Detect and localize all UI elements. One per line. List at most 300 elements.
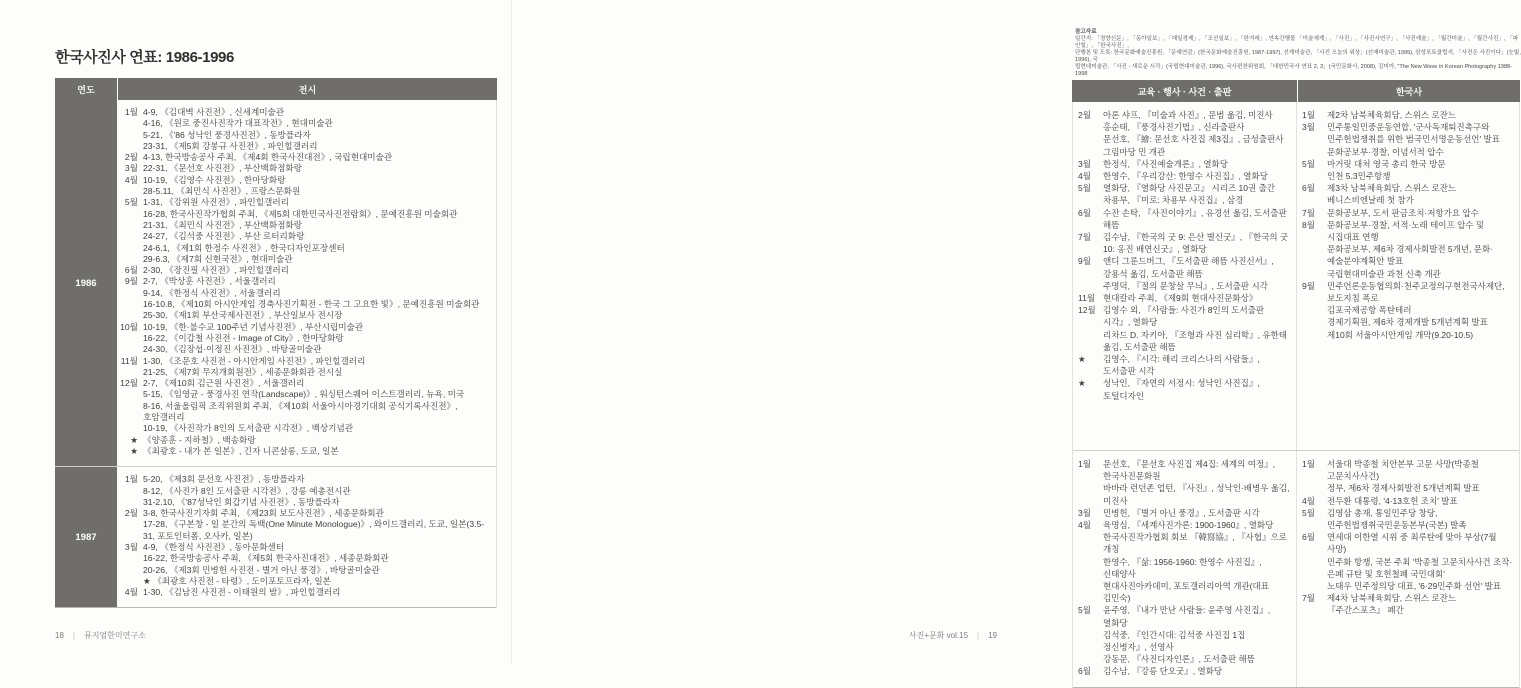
month-label: 7월 [1302, 207, 1315, 218]
month-label [117, 209, 138, 220]
timeline-entry [117, 474, 488, 485]
timeline-entry [1302, 158, 1513, 170]
timeline-entry [117, 435, 488, 446]
timeline-entry [117, 497, 488, 508]
timeline-entry [1078, 207, 1290, 231]
column-header-events: 교육 · 행사 · 사건 · 출판 [1072, 80, 1297, 102]
footer-right [909, 630, 997, 641]
entry-text: 8-12, 《사진가 8인 도서출판 시각전》, 강릉 예총전시관 [143, 485, 351, 496]
month-label: 5월 [1078, 605, 1091, 616]
entry-text: 10-19, 《사진작가 8인의 도서출판 시각전》, 백상기념관 [143, 423, 354, 434]
timeline-entry [1302, 146, 1513, 158]
page-left [0, 0, 512, 665]
month-label [1302, 482, 1324, 494]
timeline-entry [117, 553, 488, 564]
entry-text: 민주통일민중운동연합, '군사독재퇴진촉구와 민주헌법쟁취를 위한 범국민서명운동선언' 발표 [1327, 122, 1500, 145]
entry-text: 5-20, 《제3회 문선호 사진전》, 동방플라자 [143, 474, 305, 485]
reference-note-title: 참고자료 [1075, 29, 1097, 35]
entry-text: 16-22, 《이갑철 사진전 - Image of City》, 한마당화랑 [143, 332, 344, 343]
entry-text: 『주간스포츠』 폐간 [1327, 605, 1404, 616]
entry-text: 경제기획원, 제6차 경제개발 5개년계획 발표 [1327, 317, 1488, 328]
timeline-entry [1302, 280, 1513, 304]
entry-text: 차용부, 『미로: 차용부 사진집』, 삼경 [1103, 195, 1244, 206]
timeline-entry [117, 310, 488, 321]
month-label [117, 497, 138, 508]
entry-text: 김석중, 『인간시대: 김석중 사진집 1집 정신병자』, 선영사 [1103, 629, 1246, 653]
month-label [117, 310, 138, 321]
entry-text: 열화당, 『열화당 사진문고』 시리즈 10권 출간 [1103, 183, 1276, 194]
month-label [1302, 329, 1324, 341]
timeline-entry [1302, 207, 1513, 219]
timeline-entry [117, 197, 488, 208]
timeline-entry [117, 356, 488, 367]
entry-text: 앤디 그룬드버그, 『도서출판 해뜸 사진신서』, 강용석 옮김, 도서출판 해뜸 [1103, 256, 1274, 279]
column-header-history: 한국사 [1298, 80, 1520, 102]
month-label [1302, 268, 1324, 280]
column-header-year: 연도 [55, 78, 117, 100]
entry-text: 9-14, 《한정식 사진전》, 서울갤러리 [143, 287, 281, 298]
entry-text: 문화공보부, 제6차 경제사회발전 5개년, 문화·예술분야계획안 발표 [1327, 244, 1494, 267]
entry-text: 21-31, 《최민식 사진전》, 부산백화점화랑 [143, 219, 303, 230]
month-label: 3월 [124, 163, 138, 174]
events-column [1073, 451, 1296, 687]
entry-text: 한영수, 『삶: 1956-1960: 한영수 사진집』, 신태양사 [1103, 556, 1262, 579]
entry-text: 5-21, 《'86 성낙인 풍경사진전》, 동방플라자 [143, 129, 311, 140]
month-label: 6월 [1302, 183, 1315, 194]
month-label [1302, 146, 1324, 158]
entry-text: 문화공보부·경찰, 이념서적 압수 [1327, 146, 1444, 157]
events-history-table-header [1072, 80, 1520, 102]
entry-text: 문화공보부, 도서 판금조치·저항가요 압수 [1327, 207, 1479, 218]
timeline-entry [1078, 109, 1290, 121]
entry-text: 《최광호 - 내가 본 일본》, 긴자 니콘살롱, 도쿄, 일본 [143, 445, 339, 456]
entry-text: 20-26, 《제3회 민병헌 사진전 - 별거 아닌 풍경》, 바탕골미술관 [143, 564, 380, 575]
entry-text: 바바라 런던존 업턴, 『사진』, 성낙인·배병우 옮김, 미진사 [1103, 483, 1290, 506]
entry-text: 10-19, 《김영수 사진전》, 한마당화랑 [143, 174, 286, 185]
timeline-entry [1078, 458, 1290, 482]
month-label: 5월 [124, 197, 138, 208]
month-label [117, 130, 138, 141]
month-label [1302, 604, 1324, 616]
timeline-entry [1078, 531, 1290, 555]
month-label: 4월 [1078, 520, 1091, 531]
timeline-entry [1078, 231, 1290, 255]
month-label: 12월 [120, 378, 138, 389]
month-label: 2월 [124, 152, 138, 163]
month-label [117, 423, 138, 434]
exhibition-table-header [55, 78, 497, 100]
month-label [117, 243, 138, 254]
entry-text: 4-16, 《원로 중진사진작가 대표작전》, 현대미술관 [143, 118, 333, 129]
events-history-table-body [1072, 102, 1520, 688]
events-history-table [1072, 80, 1520, 688]
month-label: 1월 [1302, 110, 1315, 120]
month-label: 5월 [1302, 507, 1315, 518]
month-label [1302, 194, 1324, 206]
month-label: 2월 [124, 508, 138, 519]
entry-text: 수잔 손탁, 『사진이야기』, 유경선 옮김, 도서출판 해뜸 [1103, 207, 1287, 230]
entry-text: 2-30, 《장진필 사진전》, 파인힐갤러리 [143, 265, 289, 276]
entry-text: 전두환 대통령, '4·13호헌 조치' 발표 [1327, 495, 1458, 506]
footer-left [55, 630, 146, 641]
entry-text: 25-30, 《제1회 부산국제사진전》, 부산일보사 전시장 [143, 310, 343, 321]
month-label: 7월 [1302, 593, 1315, 604]
year-block-1986 [55, 100, 496, 466]
month-label [1302, 556, 1324, 580]
reference-note [1075, 29, 1521, 78]
entry-text: 현대칼라 주최, 《제9회 현대사진문화상》 [1103, 293, 1258, 304]
entry-text: 주명덕, 『절의 문창살 무늬』, 도서출판 시각 [1103, 280, 1268, 291]
timeline-entry [1078, 604, 1290, 628]
magazine-label: 사진+문화 vol.15 [908, 631, 969, 640]
entry-text: 1-31, 《강위원 사진전》, 파인힐갤러리 [143, 197, 289, 208]
entry-text: 강동문, 『사진디자인론』, 도서출판 해뜸 [1103, 654, 1255, 665]
timeline-entry [117, 519, 488, 542]
year-label: 1986 [55, 100, 117, 466]
month-label: 2월 [1078, 110, 1091, 120]
month-label: 1월 [124, 107, 138, 117]
entry-text: 제3차 남북체육회담, 스위스 로잔느 [1327, 183, 1457, 194]
timeline-entry [1078, 580, 1290, 604]
month-label [1078, 531, 1100, 555]
month-label [117, 486, 138, 497]
entry-text: 베니스비엔날레 첫 참가 [1327, 195, 1414, 206]
entry-text: 민주화 항쟁, 국본 주최 '박종철 고문치사사건 조작·은폐 규탄 및 호헌철폐 국민대회' [1327, 556, 1513, 579]
month-label: 3월 [1078, 507, 1091, 518]
entry-text: 김영수, 『시각: 해리 크리스나의 사람들』, 도서출판 시각 [1103, 354, 1260, 377]
timeline-entry [117, 587, 488, 598]
entry-text: 성낙인, 『자연의 서정시: 성낙인 사진집』, 토털디자인 [1103, 378, 1260, 401]
timeline-entry [117, 565, 488, 576]
reference-note-line: 일간지: 「경향신문」, 「동아일보」, 「매일경제」, 「조선일보」, 「한겨레」, 연속간행물 「미술세계」, 「사진」, 「사진사연구」, 「사진예술」, 「월간미술」, 「월간사진」, 「파인힐」, 「한국사진」, [1075, 36, 1519, 49]
timeline-entry [1302, 531, 1513, 555]
month-label [117, 141, 138, 152]
reference-note-line: 단행본 및 도록: 한국문화예술진흥원, 「문예연감」(한국문화예술진흥원, 1987-1997), 선재미술관, 「사진 오늘의 위상」(선재미술관, 1995), 삼성포토클럽지, 「사진은 사진이다」(눈빛, 1996), 국 [1075, 50, 1521, 63]
timeline-entry [117, 389, 488, 400]
entry-text: 리차드 D. 자키아, 『조형과 사진 심리학』, 유한태 옮김, 도서출판 해뜸 [1103, 329, 1287, 352]
entry-text: 제10회 서울아시안게임 개막(9.20-10.5) [1327, 329, 1474, 340]
timeline-entry [1302, 592, 1513, 604]
month-label: 1월 [124, 474, 138, 485]
month-label [117, 186, 138, 197]
timeline-entry [1078, 133, 1290, 145]
timeline-entry [1078, 556, 1290, 580]
entry-text: 김수남, 『한국의 굿 9: 은산 별신굿』, 『한국의 굿 10: 옹진 배연신굿』, 열화당 [1103, 232, 1289, 255]
entry-text: 문화공보부·경찰, 서적·노래 테이프 압수 및 시집대표 연행 [1327, 219, 1485, 243]
month-label: 4월 [124, 174, 138, 185]
month-label: 5월 [1302, 158, 1315, 169]
entry-text: 2-7, 《제10회 김근원 사진전》, 서울갤러리 [143, 378, 305, 389]
timeline-entry [117, 130, 488, 141]
entry-text: 노태우 민주정의당 대표, '6·29민주화 선언' 발표 [1327, 581, 1502, 592]
entry-text: 31-2.10, 《'87성낙인 회갑기념 사진전》, 동방플라자 [143, 496, 340, 507]
exhibition-table-body [55, 100, 497, 608]
timeline-entry [117, 299, 488, 310]
timeline-entry [1078, 377, 1290, 401]
timeline-entry [1302, 182, 1513, 194]
page-number-left: 18 [55, 631, 64, 640]
entry-text: 1-30, 《김남진 사진전 - 이태원의 밤》, 파인힐갤러리 [143, 587, 341, 598]
entry-text: 4-9, 《김대벽 사진전》, 신세계미술관 [143, 107, 285, 117]
month-label [1078, 133, 1100, 145]
month-label: 4월 [1078, 171, 1091, 182]
entry-text: 연세대 이한열 시위 중 최루탄에 맞아 부상(7월 사망) [1327, 532, 1497, 555]
month-label: 6월 [1078, 666, 1091, 677]
timeline-entry [117, 254, 488, 265]
month-label: 8월 [1302, 219, 1315, 230]
timeline-entry [1078, 507, 1290, 519]
entry-text: 인천 5.3민주항쟁 [1327, 171, 1391, 182]
entry-text: 29-6.3, 《제7회 신현국전》, 현대미술관 [143, 253, 293, 264]
timeline-entry [1078, 653, 1290, 665]
timeline-entry [1078, 519, 1290, 531]
entry-text: 민병헌, 『별거 아닌 풍경』, 도서출판 시각 [1103, 507, 1260, 518]
entry-text: 문선호, 『繪: 문선호 사진집 제3집』, 금성출판사 [1103, 134, 1284, 145]
timeline-entry [117, 486, 488, 497]
entry-text: 4-9, 《한정식 사진전》, 동아문화센터 [143, 541, 285, 552]
footer-divider: | [72, 631, 75, 640]
timeline-entry [117, 333, 488, 344]
timeline-entry [1302, 243, 1513, 267]
month-label [1078, 280, 1100, 292]
month-label [117, 565, 138, 576]
entry-text: 23-31, 《제5회 강봉규 사진전》, 파인힐갤러리 [143, 140, 318, 151]
timeline-entry [1078, 329, 1290, 353]
timeline-entry [1302, 219, 1513, 243]
month-label [1078, 653, 1100, 665]
events-column [1073, 102, 1296, 450]
publisher-label: 뮤지엄한미연구소 [83, 631, 146, 640]
star-marker: ★ [130, 434, 138, 445]
month-label: 3월 [124, 541, 138, 552]
column-header-exhibition: 전시 [118, 78, 497, 100]
month-label: 11월 [120, 355, 138, 366]
entry-text: 윤주영, 『내가 만난 사람들: 윤주영 사진집』, 열화당 [1103, 605, 1271, 628]
page-title: 한국사진사 연표: 1986-1996 [55, 49, 234, 67]
timeline-entry [1078, 146, 1290, 158]
entry-text: 16-28, 한국사진작가협회 주최, 《제5회 대한민국사진전람회》, 문예진흥원 미술회관 [143, 208, 458, 219]
timeline-entry [1302, 507, 1513, 531]
timeline-entry [1302, 482, 1513, 494]
entry-text: 제4차 남북체육회담, 스위스 로잔느 [1327, 593, 1457, 604]
month-label [1302, 316, 1324, 328]
timeline-entry [117, 288, 488, 299]
month-label [1078, 629, 1100, 653]
period-block-1986 [1073, 102, 1519, 450]
entry-text: 16-22, 한국방송공사 주최, 《제5회 한국사진대전》, 세종문화회관 [143, 553, 389, 564]
month-label [117, 553, 138, 564]
timeline-entry [117, 209, 488, 220]
timeline-entry [1302, 109, 1513, 121]
month-label: 6월 [124, 265, 138, 276]
entry-text: 10-19, 《한·불수교 100주년 기념사진전》, 부산시립미술관 [143, 321, 364, 332]
timeline-entry [1302, 458, 1513, 482]
timeline-entry [117, 576, 488, 587]
month-label: 1월 [1078, 459, 1091, 469]
month-label [1078, 121, 1100, 133]
timeline-entry [1302, 604, 1513, 616]
entry-text: 한영수, 『우리강산: 한영수 사진집』, 열화당 [1103, 171, 1268, 182]
entry-text: 문선호, 『문선호 사진집 제4집: 세계의 여정』, 한국사진문화원 [1103, 459, 1275, 482]
timeline-entry [1078, 194, 1290, 206]
month-label [117, 367, 138, 378]
timeline-entry [1078, 629, 1290, 653]
entry-text: 홍순태, 『풍경사진기법』, 신라출판사 [1103, 122, 1245, 133]
timeline-entry [117, 118, 488, 129]
timeline-entry [117, 344, 488, 355]
month-label [117, 231, 138, 242]
month-label [117, 401, 138, 424]
entry-text: 28-5.11, 《최민식 사진전》, 프랑스문화원 [143, 186, 301, 197]
month-label [117, 118, 138, 129]
month-label [117, 333, 138, 344]
history-column [1296, 102, 1519, 450]
month-label [117, 576, 138, 587]
timeline-entry [117, 542, 488, 553]
month-label: 4월 [124, 587, 138, 598]
timeline-entry [1302, 580, 1513, 592]
timeline-entry [1302, 556, 1513, 580]
month-label [117, 519, 138, 542]
timeline-entry [1302, 170, 1513, 182]
month-label: 3월 [1078, 158, 1091, 169]
month-label [1302, 304, 1324, 316]
month-label: 5월 [1078, 183, 1091, 194]
exhibition-table [55, 78, 497, 608]
timeline-entry [1078, 170, 1290, 182]
month-label [1078, 194, 1100, 206]
timeline-entry [1078, 280, 1290, 292]
month-label: 9월 [1078, 256, 1091, 267]
timeline-entry [117, 220, 488, 231]
exhibition-rows [117, 467, 496, 607]
timeline-entry [1078, 353, 1290, 377]
month-label: 9월 [1302, 280, 1315, 291]
entry-text: 한국사진작가협회 회보 『韓寫協』, 『사협』으로 개칭 [1103, 532, 1287, 555]
timeline-entry [1078, 121, 1290, 133]
month-label [1078, 146, 1100, 158]
month-label [1302, 170, 1324, 182]
month-label [1302, 580, 1324, 592]
entry-text: 한정식, 『사진예술개론』, 열화당 [1103, 158, 1228, 169]
month-label [117, 254, 138, 265]
history-column [1296, 451, 1519, 687]
timeline-entry [117, 265, 488, 276]
page-right [512, 0, 1521, 677]
month-label [117, 344, 138, 355]
month-label [1078, 482, 1100, 506]
entry-text: 2-7, 《박상훈 사진전》, 서울갤러리 [143, 276, 276, 287]
timeline-entry [117, 276, 488, 287]
month-label: 1월 [1302, 459, 1315, 469]
month-label [117, 220, 138, 231]
entry-text: 21-25, 《제7회 무지개회원전》, 세종문화회관 전시실 [143, 366, 343, 377]
star-marker: ★ [1078, 378, 1086, 389]
timeline-entry [1302, 495, 1513, 507]
timeline-entry [1078, 482, 1290, 506]
timeline-entry [1078, 255, 1290, 279]
timeline-entry [1302, 329, 1513, 341]
entry-text: 마거릿 대처 영국 총리 한국 방문 [1327, 158, 1446, 169]
year-label: 1987 [55, 467, 117, 607]
timeline-entry [117, 141, 488, 152]
timeline-entry [117, 446, 488, 457]
reference-note-line: 립현대미술관, 「사진 - 새로운 시각」(국립현대미술관, 1996), 국사편찬위원회, 「대한민국사 연표 2, 3」(국민문화사, 2008), 김미아, "The New Wave in Korean Photography 1988-1998 [1075, 64, 1513, 77]
timeline-entry [117, 186, 488, 197]
star-marker: ★ [130, 445, 138, 456]
entry-text: 제2차 남북체육회담, 스위스 로잔느 [1327, 110, 1457, 120]
entry-text: 4-13, 한국방송공사 주최, 《제4회 한국사진대전》, 국립현대미술관 [143, 152, 393, 163]
month-label: 7월 [1078, 232, 1091, 243]
entry-text: 정부, 제6차 경제사회발전 5개년계획 발표 [1327, 483, 1480, 494]
month-label: 12월 [1078, 305, 1096, 316]
entry-text: 8-16, 서울올림픽 조직위원회 주최, 《제10회 서울아시아경기대회 공식기록사진전》, 호암갤러리 [143, 400, 458, 423]
timeline-entry [117, 107, 488, 118]
timeline-entry [1302, 121, 1513, 145]
entry-text: 17-28, 《구본창 - 일 분간의 독백(One Minute Monologue)》, 와이드갤러리, 도쿄, 일본(3.5-31, 포토인터폼, 오사카, 일본) [143, 519, 485, 541]
timeline-entry [117, 367, 488, 378]
month-label [117, 288, 138, 299]
timeline-entry [117, 163, 488, 174]
entry-text: 《양종훈 - 지하철》, 백송화랑 [143, 434, 256, 445]
timeline-entry [1078, 292, 1290, 304]
entry-text: 육명심, 『세계사진가론: 1900-1960』, 열화당 [1103, 520, 1274, 531]
month-label: 10월 [120, 321, 138, 332]
entry-text: 24-30, 《김장섭·이정진 사진전》, 바탕골미술관 [143, 344, 322, 355]
entry-text: 국립현대미술관 과천 신축 개관 [1327, 268, 1441, 279]
timeline-entry [117, 152, 488, 163]
entry-text: 아론 샤프, 『미술과 사진』, 문범 옮김, 미진사 [1103, 110, 1273, 120]
timeline-entry [117, 401, 488, 424]
entry-text: 서울대 박종철 치안본부 고문 사망(박종철 고문치사사건) [1327, 459, 1479, 482]
month-label: 6월 [1302, 532, 1315, 543]
timeline-entry [1302, 304, 1513, 316]
month-label: 9월 [124, 276, 138, 287]
timeline-entry [1078, 158, 1290, 170]
month-label [1078, 580, 1100, 604]
month-label [117, 389, 138, 400]
entry-text: 24-6.1, 《제1회 한정수 사진전》, 한국디자인포장센터 [143, 242, 345, 253]
month-label: 11월 [1078, 293, 1096, 304]
timeline-entry [1078, 182, 1290, 194]
entry-text: 16-10.8, 《제10회 아시안게임 경축사진기획전 - 한국 그 고요한 빛》, 문예진흥원 미술회관 [143, 299, 480, 310]
star-marker: ★ [1078, 354, 1086, 365]
entry-text: 현대사진아카데미, 포토갤러리아역 개관(대표 김민숙) [1103, 581, 1269, 604]
timeline-entry [1302, 194, 1513, 206]
entry-text: 24-27, 《김석중 사진전》, 부산 로터리화랑 [143, 231, 305, 242]
timeline-entry [117, 508, 488, 519]
exhibition-rows [117, 100, 496, 466]
timeline-entry [1302, 268, 1513, 280]
period-block-1987 [1073, 450, 1519, 688]
entry-text: 김영수 외, 『사람들: 사진가 8인의 도서출판 시각』, 열화당 [1103, 305, 1265, 328]
timeline-entry [1078, 304, 1290, 328]
timeline-entry [117, 175, 488, 186]
entry-text: 22-31, 《문선호 사진전》, 부산백화점화랑 [143, 163, 303, 174]
entry-text: 3-8, 한국사진기자회 주최, 《제23회 보도사진전》, 세종문화회관 [143, 508, 384, 519]
month-label [1078, 329, 1100, 353]
entry-text: 김수남, 『강릉 단오굿』, 열화당 [1103, 666, 1223, 677]
entry-text: 1-30, 《조문호 사진전 - 아시안게임 사진전》, 파인힐갤러리 [143, 355, 366, 366]
timeline-entry [117, 423, 488, 434]
month-label [1078, 556, 1100, 580]
timeline-entry [117, 243, 488, 254]
entry-text: 김포국제공항 폭탄테러 [1327, 305, 1412, 316]
entry-text: 민주언론운동협의회·천주교정의구현전국사제단, 보도지침 폭로 [1327, 280, 1505, 304]
page-number-right: 19 [988, 631, 997, 640]
month-label: 4월 [1302, 495, 1315, 506]
timeline-entry [1078, 665, 1290, 677]
